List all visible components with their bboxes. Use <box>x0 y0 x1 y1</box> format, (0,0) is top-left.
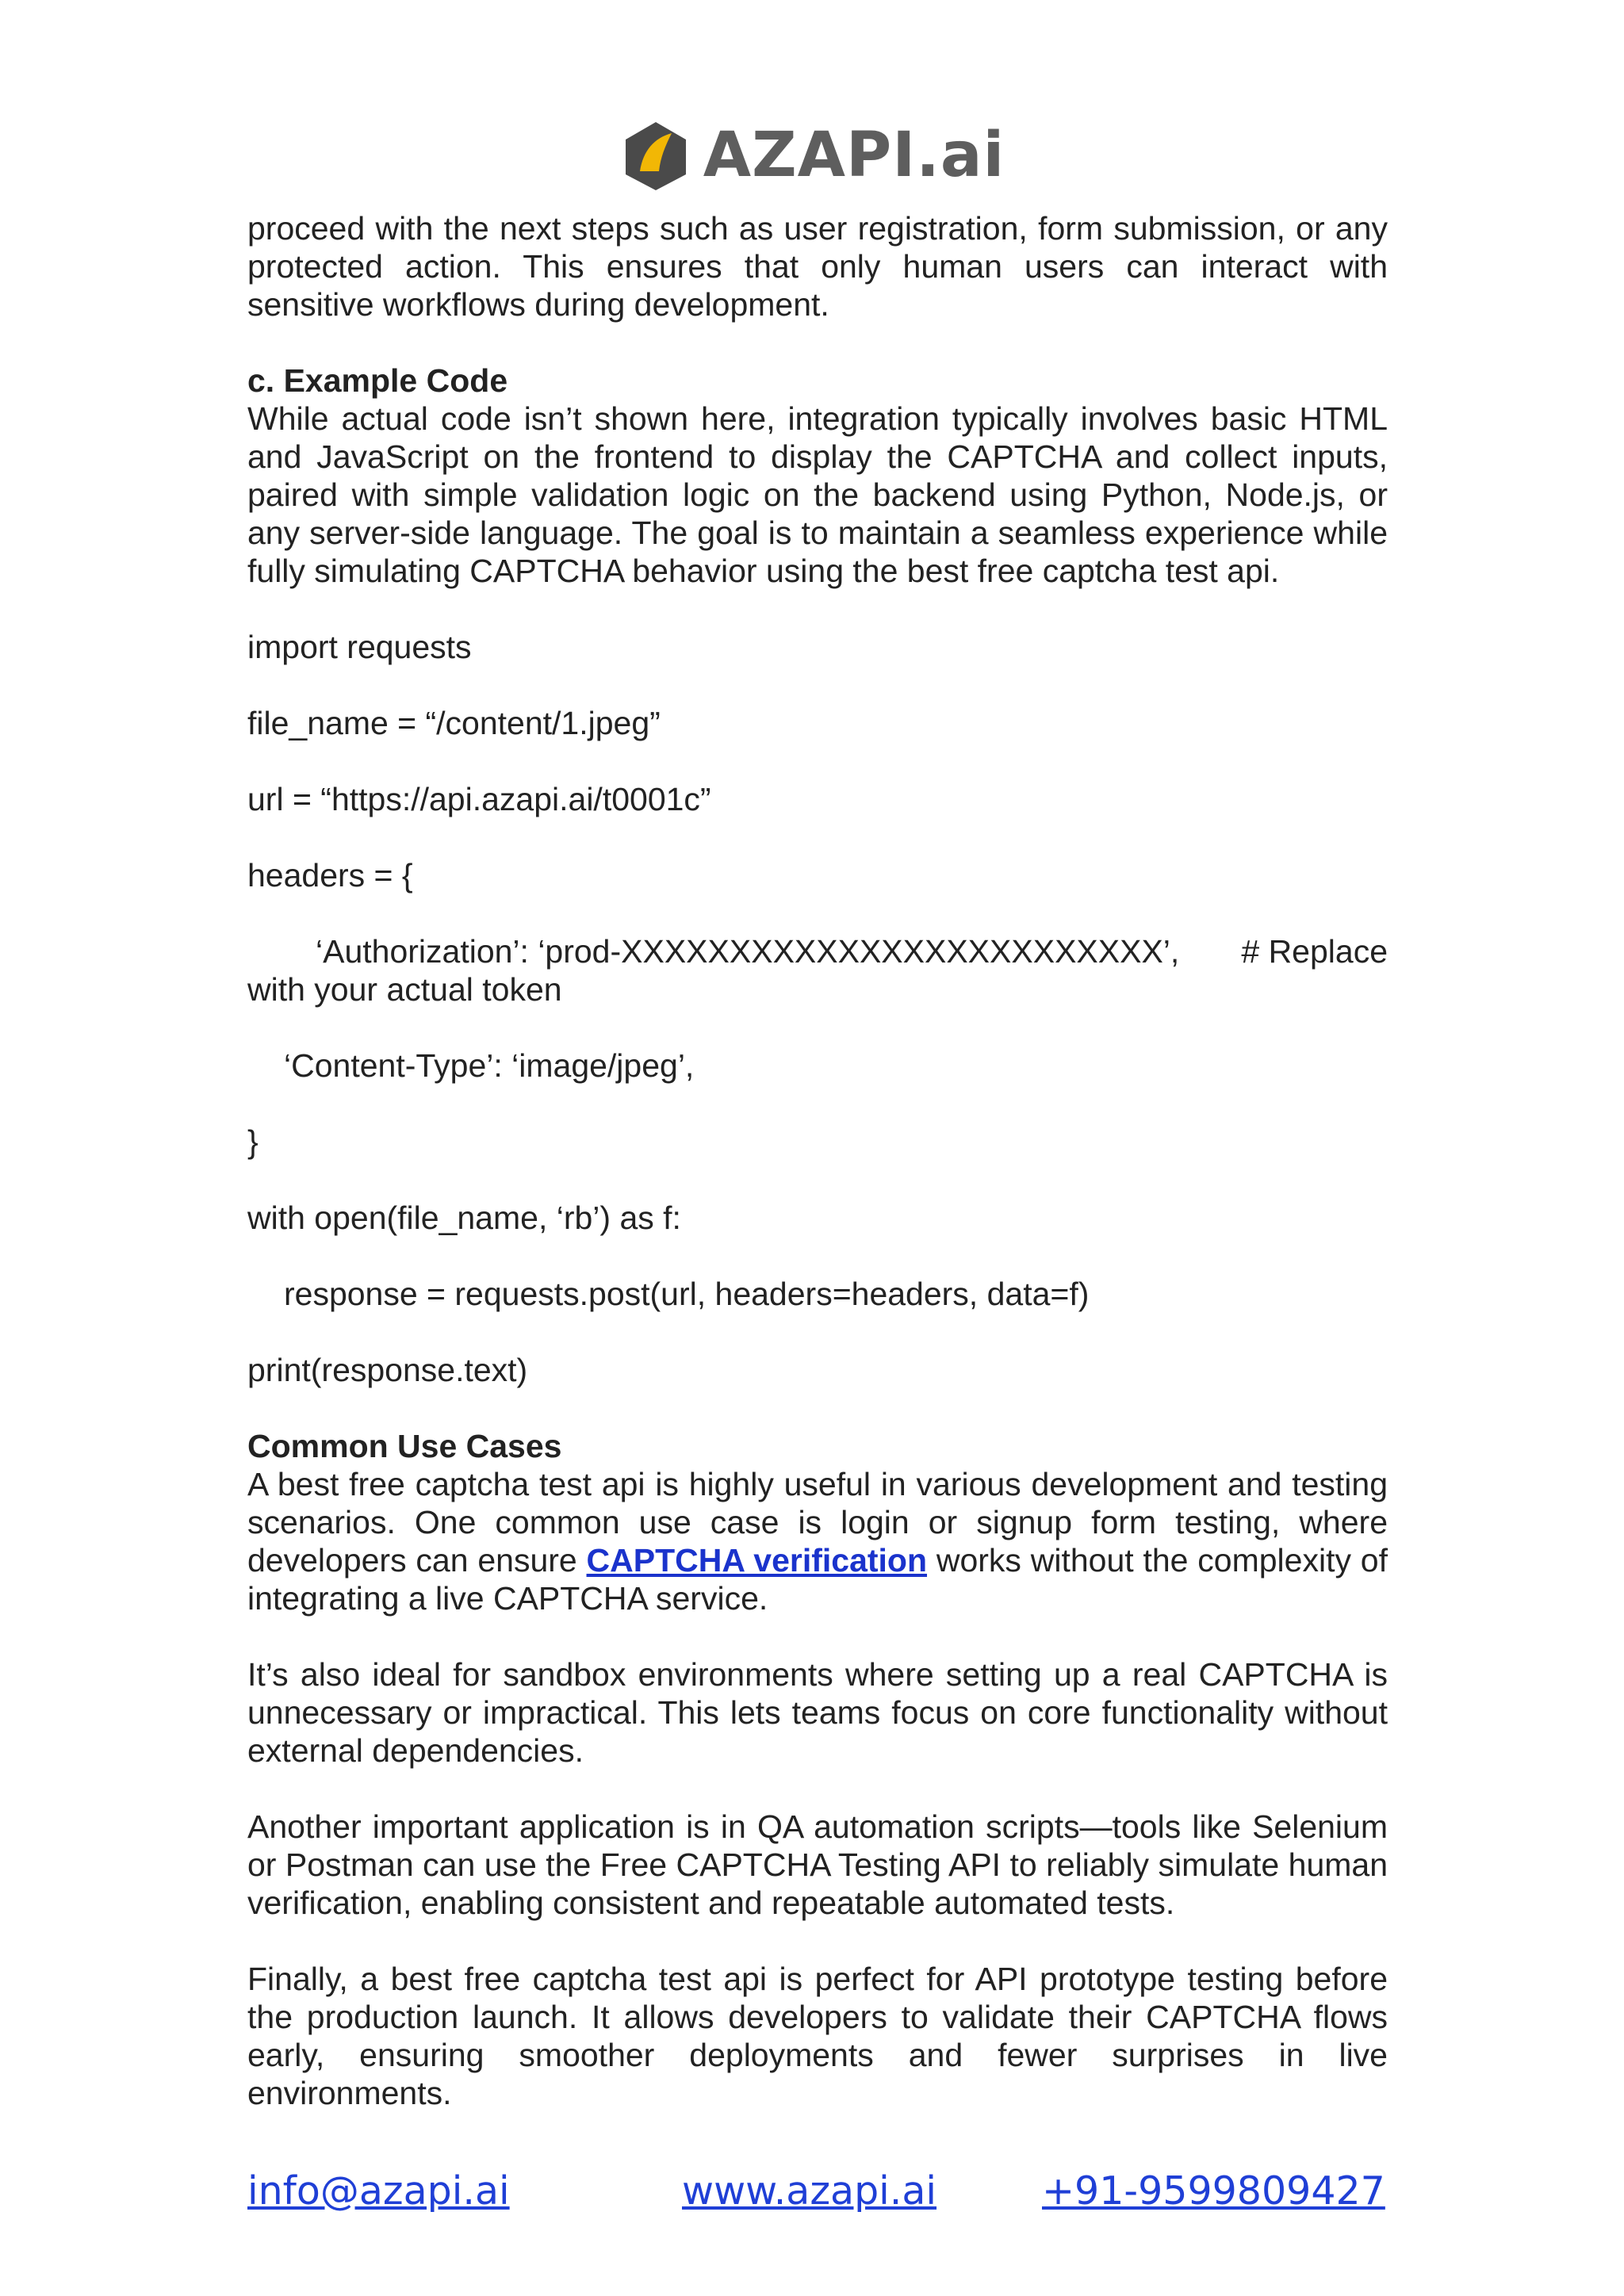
logo-text: AZAPI.ai <box>703 120 1005 191</box>
use-cases-paragraph-3: Another important application is in QA automation scripts—tools like Selenium or Postman can use the Free CAPTCHA Testing API to reliably simulate human verification, enabling consistent and repeatable automated tests. <box>247 1808 1388 1921</box>
code-line-content-type: ‘Content-Type’: ‘image/jpeg’, <box>284 1047 695 1084</box>
header-logo <box>0 119 1624 192</box>
code-line-import: import requests <box>247 629 472 665</box>
code-line-file-name: file_name = “/content/1.jpeg” <box>247 705 661 741</box>
code-line-headers-close: } <box>247 1123 259 1160</box>
example-code-paragraph: While actual code isn’t shown here, integration typically involves basic HTML and JavaScript on the frontend to display the CAPTCHA and collect inputs, paired with simple validation logic on the backend using Python, Node.js, or any server-side language. The goal is to maintain a seamless experience while fully simulating CAPTCHA behavior using the best free captcha test api. <box>247 400 1388 589</box>
code-line-print: print(response.text) <box>247 1352 528 1388</box>
use-cases-paragraph-2: It’s also ideal for sandbox environments where setting up a real CAPTCHA is unnecessary or impractical. This lets teams focus on core functionality without external dependencies. <box>247 1656 1388 1769</box>
use-cases-paragraph-1 <box>247 1465 1388 1617</box>
use-cases-paragraph-4: Finally, a best free captcha test api is perfect for API prototype testing before the production launch. It allows developers to validate their CAPTCHA flows early, ensuring smoother deployments and fewer surprises in live environments. <box>247 1961 1388 2111</box>
captcha-verification-link[interactable]: CAPTCHA verification <box>586 1542 928 1578</box>
code-line-response: response = requests.post(url, headers=headers, data=f) <box>284 1276 1090 1312</box>
code-line-authorization <box>247 932 1388 970</box>
example-code-heading: c. Example Code <box>247 362 508 399</box>
authorization-comment: # Replace <box>1241 933 1388 970</box>
footer-website-link[interactable]: www.azapi.ai <box>682 2168 937 2214</box>
use-cases-p1-after: works without the complexity of integrating a live CAPTCHA service. <box>247 1542 1388 1617</box>
code-line-with-open: with open(file_name, ‘rb’) as f: <box>247 1200 681 1236</box>
azapi-logo-icon <box>619 119 692 192</box>
footer-email-link[interactable]: info@azapi.ai <box>247 2168 510 2214</box>
code-line-url: url = “https://api.azapi.ai/t0001c” <box>247 781 711 817</box>
use-cases-p1-before: A best free captcha test api is highly useful in various development and testing scenarios. One common use case is login or signup form testing, where developers can ensure <box>247 1466 1388 1578</box>
code-line-authorization-continued: with your actual token <box>247 971 562 1008</box>
document-body <box>247 209 1388 2112</box>
authorization-value: ‘Authorization’: ‘prod-XXXXXXXXXXXXXXXXXXXXXXXXX’, <box>316 933 1180 970</box>
intro-paragraph: proceed with the next steps such as user registration, form submission, or any protected action. This ensures that only human users can interact with sensitive workflows during development. <box>247 210 1388 323</box>
use-cases-heading: Common Use Cases <box>247 1428 562 1464</box>
code-line-headers-open: headers = { <box>247 857 413 894</box>
footer-phone-link[interactable]: +91-9599809427 <box>1042 2168 1385 2214</box>
